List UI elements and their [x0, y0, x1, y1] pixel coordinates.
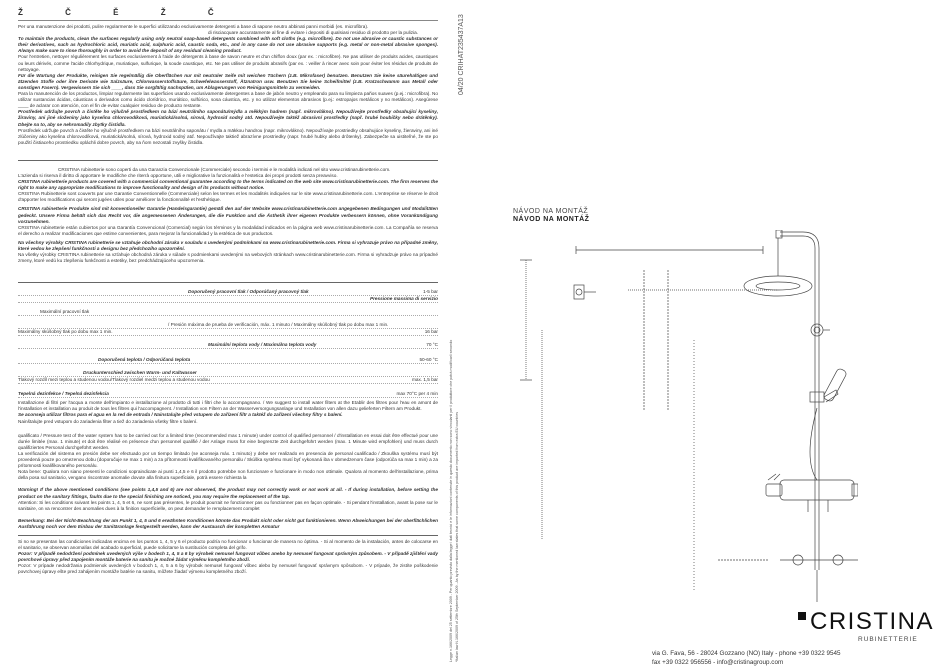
guarantee-paragraph: L'azienda si riserva il diritto di apportare le modifiche che riterrà opportune, utili e migliorative la funzionalità e l'estetica dei propri prodotti senza preavviso.	[18, 172, 338, 178]
care-section	[18, 24, 438, 146]
install-paragraph: Pozor: V prípade nedodržania podmienok uvedených v bodoch 1, 4, 5 a 6 by výrobok nemusel fungovať vôbec alebo by nemusel fungovať správnym spôsobom. - V prípade, že zistíte poškodenie povrchovej úpravy ešte pred zahájením montáže batérie na sanitu, môžete žiadať výmenu kompletného zboží.	[18, 563, 438, 575]
spec-row	[18, 342, 438, 349]
spec-value: 16 bar	[424, 329, 438, 335]
spec-label: Maximální pracovní tlak	[40, 309, 90, 315]
spec-label: Doporučený pracovní tlak / Odporúčaný pracovný tlak	[188, 289, 309, 295]
guarantee-paragraph: Na všetky výrobky CRISTINA rubinetterie sa vzťahuje obchodná záruka v súlade s podmienkami uvedenými na webových stránkach www.cristinarubinetterie.com. Firma si vyhradzuje právo na prípadné zmeny, ktoré vedú ku zlepšeniu funkčnosti a estetiky, bez predchádzajúceho upozornenia.	[18, 252, 438, 264]
lang-mark: Ž	[160, 8, 186, 17]
install-section	[18, 400, 438, 575]
shower-column-drawing	[518, 230, 858, 610]
care-paragraph: Prostředek udržujte povrch a čistěte ho výlučně prostředkem na bázi neutrálního saponátu / mydla a mäkkou handrou (napr. mikrovlákno). Nepoužívajte prostriedky obsahujúce kyseliny, žieraviny, ani iné zlúčeniny ako kyselina chlorovodíková, muriatická/solná, sírová, hydroxid sodný atď. Nepoužívajte taktiež abrazívne prostriedky (napr. hrubé hubky alebo drôtenky). Zabezpečte sa uistiteľné, že ste po použití čistiaceho prostriedku opláchli dobre povrch, aby na ňom nezostali zvyšky čistidla.	[18, 127, 438, 145]
lang-mark: Ž	[18, 8, 43, 17]
document-code: 04/20 CRIHAT235437A13	[458, 14, 465, 95]
lang-mark: Ě	[113, 8, 139, 17]
install-paragraph: Si no se presentan las condiciones indicadas encima en los puntos 1, 4, 5 y 6 el producto podría no funcionar o funcionar de manera no óptima. - Si al momento de la instalación, antes de colocarse en el sanitario, se observan anomalías del acabado superficial, puede solicitarse la sustitución completa del grifo.	[18, 538, 438, 551]
spec-row	[18, 357, 438, 364]
install-paragraph: La verificación del sistema en presión debe ser efectuado por un tiempo limitado (se aconseja máx. 1 minuto) y debe ser realizado en presencia de personal cualificado / Zkouška systému musí být provedená pouze po omezenou dobu (doporučuje se max 1 min) a za přítomnosti kvalifikovaného personálu / Skúška systému musí byť vykonaná iba v obmedzenom čase (odporúča sa max 1 min) a za prítomnosti kvalifikovaného personálu.	[18, 450, 438, 469]
specs-section	[18, 282, 438, 398]
install-paragraph: Nainštalujte pred vstupom do zariadenia filter a tiež do zariadenia všetky filtre s balení.	[18, 418, 198, 424]
text-column	[18, 8, 438, 668]
spec-row	[18, 322, 438, 329]
spec-row	[18, 289, 438, 296]
care-paragraph: Per una manutenzione dei prodotti, pulire regolarmente le superfici utilizzando esclusivamente detergenti a base di sapone neutro abbinati panni morbidi (es. microfibra).	[18, 24, 369, 29]
care-paragraph: Para la manutención de los productos, limpiar regularmente las superficies usando exclusivamente detergentes a base de jabón neutro y empleando para su limpieza paños suaves (p.ej.: microfibra). No utilizar sustancias ácidas, cáusticas o derivados como ácido clorídrico, muriático, sulfúrico, sosa cáustica, etc. y no utilizar elementos abrasivos (p.ej.: estropajos metálicos y no metálicos). Asegúrese ____ de aclarar con atención, con el fin de evitar cualquier residuo de producto restante.	[18, 91, 438, 109]
spec-row	[18, 377, 438, 384]
guarantee-paragraph: Na všechny výrobky CRISTINA rubinetterie se vztahuje obchodní záruka v souladu s uvedenými podmínkami na www.cristinarubinetterie.com. Firma si vyhrazuje právo na případné změny, které vedou ke zlepšení funkčnosti a designu bez předchozího upozornění.	[18, 239, 438, 251]
spec-row	[18, 370, 438, 377]
instructions-title: NÁVOD NA MONTÁŽ	[513, 208, 589, 215]
install-paragraph: Nota bene: Qualora non siano presenti le condizioni sopraindicate ai punti 1,4,5 e 6 il prodotto potrebbe non funzionare e funzionare in modo non ottimale. Qualora al momento dell'installazione, prima della posa sul sanitario, vengano riscontrate anomalie dovute alla finitura superficiale, potrà essere richiesta la	[18, 469, 438, 481]
spec-value: 1-5 bar	[423, 289, 438, 295]
spec-label: Tepelná dezinfekce / Tepelná dezinfekcia	[18, 391, 109, 397]
logo-square-icon	[798, 612, 806, 620]
care-paragraph: Pour l'entretien, nettoyer régulièrement les surfaces exclusivement à l'aide de détergents à base de savon neutre et d'un chiffon doux (par ex. : microfibre). Ne pas utiliser de produits acides, caustiques ou leurs dérivés, comme l'acide chlorhydrique, muriatique, sulfurique, la soude caustique, etc. Ne pas utiliser de produits abrasifs (par ex. : veiller à rincer avec soin pour éviter les résidus de produits de nettoyage.	[18, 54, 438, 72]
install-paragraph: qualificato / Pressure test of the water system has to be carried out for a limited time (recommended max 1 minute) under control of qualified personnel / d'installation en essai doit être effectué pour une durée limitée (max. 1 minute) et doit être réalisé en présence d'un personnel qualifié / der Anlage muss für eine begrenzte Zeit durchgeführt werden (max. 1 Minute wird empfohlen) und muss durch qualifiziertes Personal durchgeführt werden.	[18, 432, 438, 450]
warning-block	[18, 535, 438, 576]
spec-label: Druckunterschied zwischen Warm- und Kaltwasser	[83, 370, 197, 376]
guarantee-paragraph: CRISTINA rubinetterie Produkte sind mit konventioneller Garantie (Handelsgarantie) gemäß den auf der Website www.cristinarubinetterie.com angegebenen Bedingungen und Modalitäten gedeckt. Unsere Firma behält sich das Recht vor, die angemessenen Änderungen, die die Funktion und die Ästhetik ihrer eigenen Produkte verbessern können, ohne Vorankündigung vorzunehmen.	[18, 206, 438, 224]
care-paragraph: Prostředek udržujte povrch a čistěte ho výlučně prostředkem na bázi neutrálního saponátu/mýdla a měkkým hadrem (např. mikrovlákno). Nepoužívejte prostředky obsahující kyseliny, žíraviny, ani jiné složeniny jako kyselina chlorovodíková, muriatická/solná, sírová, hydroxid sodný atd. Nepoužívejte taktéž abrasivní prostředky (např. hrubé houbičky nebo drátěnky). Dbejte na to, aby se nehromadily zbytky čistidla.	[18, 109, 438, 127]
guarantee-paragraph: CRISTINA rubinetterie están cubiertos por una Garantía Convencional (Comercial) según los términos y la modalidad indicados en la página web www.cristinarubinetterie.com. La Compañía se reserva el derecho a realizar modificaciones que estime convenientes, para mejorar la funcionalidad y la estética de sus productos.	[18, 224, 438, 236]
spec-value: max 70°C per 4 min	[396, 391, 438, 397]
language-header	[18, 8, 438, 21]
instructions-title-bold: NÁVOD NA MONTÁŽ	[513, 216, 590, 223]
spec-label: / Presión máxima de prueba de verificación, máx. 1 minuto / Maximálny skúšobný tlak po dobu max 1 min.	[168, 322, 389, 328]
install-paragraph: Attention: Si les conditions suivant les points 1, 4, 5 et 6, ne sont pas présentes, le produit pourrait ne fonctionner pas ou fonctionner pas en façon optimale. - Si pendant l'installation, avant la pose sur le sanitaire, on va rencontrer des anomalies dues à la finition superficielle, on peut demander le remplacement complet	[18, 499, 438, 511]
lang-mark: Č	[65, 8, 91, 17]
install-paragraph: Installazione di filtri per l'acqua a monte dell'impianto e installazione al prodotto di tutti i filtri che lo accompagnano. / We suggest to install water filters at the Etablir des filtres pour l'eau en amont de l'installation et installation au produit de tous les filtres qui l'accompagnent. / Installation von Filtern an der Wasserversorgungsanlage und Installation von allen dazu gelieferten Filtern am Produkt.	[18, 400, 438, 412]
guarantee-paragraph: CRISTINA rubinetterie products are covered with a commercial conventional guarantee according to the terms indicated on the web site www.cristinarubinetterie.com. The firm reserves the right to make any appropriate modifications to improve functionality and design of its products without notice.	[18, 179, 438, 191]
spec-row	[18, 309, 438, 316]
brand-logo: CRISTINA	[810, 608, 935, 635]
legal-note: Legge n.166/2009 del 25 settembre 2009 - Per quanto previsto dalla legge i dati tecnici e le informazioni contenute in questo documento non sono vincolanti per il produttore che potrà modificarli secondo	[449, 339, 453, 662]
spec-value: 70 °C	[426, 342, 438, 348]
care-paragraph: Für die Wartung der Produkte, reinigen Sie regelmäßig die Oberflächen nur mit neutraler Seife mit weichen Tüchern (z.B. Mikrofaser) benutzen. Benutzen Sie keine säurehaltigen und ätzenden Stoffe oder ihre Derivate wie Salzsäure, Chlorwasserstoffsäure, Schwefelwasserstoff, Ätznatron usw. Benutzen Sie keine Scheifmittel (z.B. Kratzschwamm aus Metall oder sonstigen Fasern). Vergewissern Sie sich ____, dass Sie sorgfältig nachspülen, um Ablagerungen von Reinigungsmitteln zu vermeiden.	[18, 72, 438, 90]
install-paragraph: Pozor: V případě nedodržení podmínek uvedených výše v bodech 1, 4, 5 a 6 by výrobek nemusel fungovat vůbec anebo by nemusel fungovat správným způsobem. - V případě zjištění vady povrchové úpravy před zapojením montáže baterie na sanitu je možné žádat výměnu kompletního zboží.	[18, 551, 438, 563]
spec-label: Doporučená teplota / Odporúčaná teplota	[98, 357, 191, 363]
spec-row	[18, 329, 438, 336]
brand-subtitle: RUBINETTERIE	[858, 636, 918, 643]
install-paragraph: Warning! If the above mentioned conditions (see points 1,4,5 and 6) are not observed, the product may not correctly work or not work at all. - If during installation, before setting the product on the sanitary fittings, faults due to the special finishing are noticed, you may require the replacement of the tap.	[18, 487, 438, 499]
spec-row	[18, 391, 438, 398]
guarantee-paragraph: CRISTINA Rubinetterie sont couverts par une Garantie Conventionnelle (Commerciale) selon les termes et les modalités indiquées sur le site www.cristinarubinetterie.com. L'entreprise se réserve le droit d'apporter les modifications qui seront jugées utiles pour améliorer la fonctionnalité et l'esthétique.	[18, 191, 438, 203]
company-contact: fax +39 0322 956556 - info@cristinagroup.com	[652, 659, 784, 666]
spec-label: Maximálny skúšobný tlak po dobu max 1 min.	[18, 329, 113, 335]
spec-value: 50-60 °C	[419, 357, 438, 363]
spec-label: Tlakový rozdíl mezi teplou a studenou vodou/Tlakový rozdiel medzi teplou a studenou vodou	[18, 377, 210, 383]
spec-row	[18, 296, 438, 303]
spec-label: Pressione massima di servizio	[369, 296, 438, 302]
guarantee-paragraph: CRISTINA rubinetterie sono coperti da una Garanzia Convenzionale (Commerciale) secondo i termini e le modalità indicati nel sito www.cristinarubinetterie.com.	[58, 166, 391, 172]
company-address: via G. Fava, 56 - 28024 Gozzano (NO) Italy - phone +39 0322 9545	[652, 650, 841, 657]
lang-mark: Č	[207, 8, 234, 17]
legal-note: *Italian law N.166/2009 of 25th September 2009 - As by the mentioned law states that some components of this product are imported from extra EU countries	[455, 411, 459, 662]
install-paragraph: Bemerkung: Bei der Nicht-Beachtung der am Punkt 1, 4, 5 und 6 erwähnten Konditionen könnte das Produkt nicht oder nicht gut funktionieren. Wenn Abweichungen bei der oberflächlichen Ausführung noch vor dem Einbau der Sanitäranlage festgestellt werden, kann der Austausch der kompletten Armatur	[18, 517, 438, 529]
care-paragraph: di risciacquare accuratamente al fine di evitare i depositi di qualsiasi residuo di prodotto per la pulizia.	[208, 30, 419, 36]
spec-label: Maximální teplota vody / Maximálna teplota vody	[208, 342, 317, 348]
guarantee-section	[18, 160, 438, 264]
spec-value: max. 1,5 bar	[411, 377, 438, 383]
install-paragraph: Se aconseja utilizar filtros para el agua en la red de entrada / Nainstalujte před vstupem do zařízení filtr a taktéž do zařízení všechny filtry s balení.	[18, 412, 343, 418]
care-paragraph: To maintain the products, clean the surfaces regularly using only neutral soap-based detergents combined with soft cloths (e.g. microfibre). Do not use abrasive or caustic substances or their derivatives, such as hydrochloric acid, muriatic acid, sulphuric acid, caustic soda, etc., and in any case do not use abrasive supports (e.g. metal or non-metal abrasive sponges). Always make sure to rinse thoroughly in order to avoid the deposit of any residual cleaning product.	[18, 36, 438, 54]
